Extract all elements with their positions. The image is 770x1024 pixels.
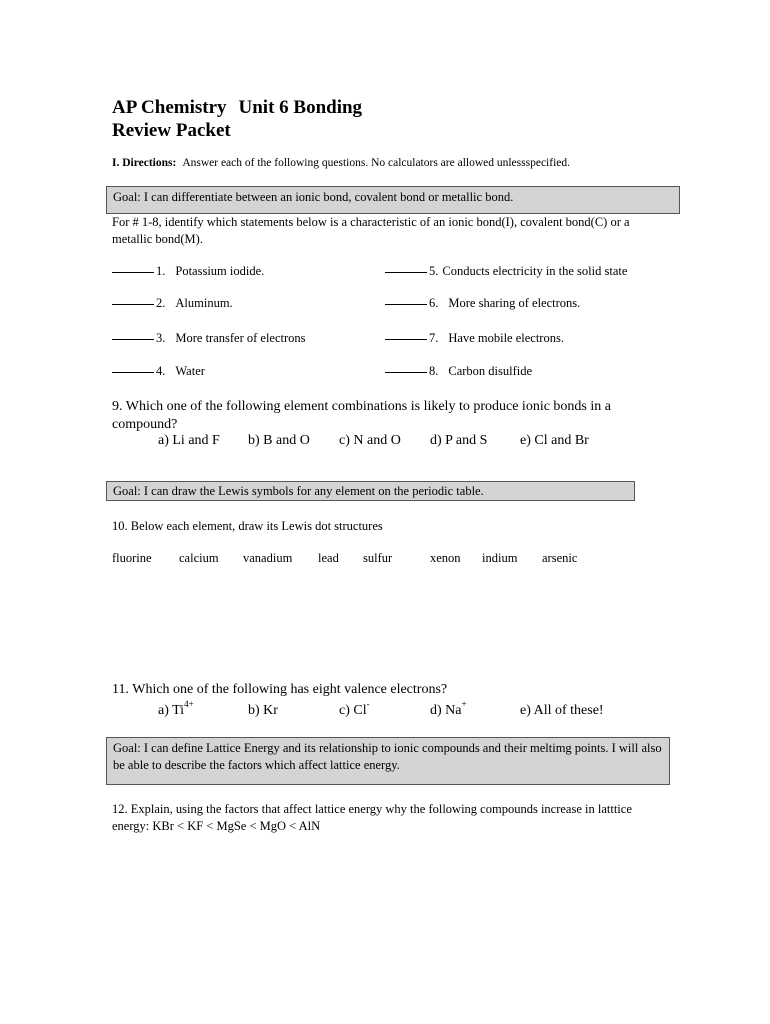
q11-choice-d: d) Na+ — [430, 699, 467, 718]
answer-blank-2[interactable] — [112, 304, 154, 305]
q11-choice-e: e) All of these! — [520, 703, 604, 718]
packet-subtitle: Review Packet — [112, 120, 231, 141]
element-vanadium: vanadium — [243, 551, 293, 565]
question-10: 10. Below each element, draw its Lewis dot structures — [112, 519, 383, 533]
directions — [112, 157, 570, 169]
section1-intro: For # 1-8, identify which statements below is a characteristic of an ionic bond(I), covalent bond(C) or a metallic bond(M). — [112, 215, 630, 246]
element-sulfur: sulfur — [363, 551, 393, 565]
question-9: 9. Which one of the following element combinations is likely to produce ionic bonds in a compound? — [112, 399, 611, 432]
question-item-1: 1. Potassium iodide. — [112, 264, 264, 279]
q11-choice-b: b) Kr — [248, 703, 278, 718]
answer-blank-7[interactable] — [385, 339, 427, 340]
answer-blank-4[interactable] — [112, 372, 154, 373]
element-indium: indium — [482, 551, 518, 565]
q9-choice-b: b) B and O — [248, 433, 310, 448]
question-item-8: 8. Carbon disulfide — [385, 364, 532, 379]
directions-text: Answer each of the following questions. No calculators are allowed unlessspecified. — [182, 157, 570, 169]
element-arsenic: arsenic — [542, 551, 578, 565]
element-xenon: xenon — [430, 551, 461, 565]
question-item-5: 5. Conducts electricity in the solid state — [385, 264, 627, 279]
question-item-6: 6. More sharing of electrons. — [385, 296, 580, 311]
element-lead: lead — [318, 551, 339, 565]
goal-box-lewis: Goal: I can draw the Lewis symbols for any element on the periodic table. — [106, 481, 635, 501]
question-item-4: 4. Water — [112, 364, 205, 379]
unit-name: Unit 6 Bonding — [238, 97, 363, 118]
question-12: 12. Explain, using the factors that affect lattice energy why the following compounds increase in latttice energy: KBr < KF < MgSe < MgO < AlN — [112, 802, 632, 833]
question-11: 11. Which one of the following has eight valence electrons? — [112, 682, 448, 697]
answer-blank-5[interactable] — [385, 272, 427, 273]
q11-choice-a: a) $Ti^{4+}$ — [158, 699, 194, 718]
q9-choice-a: a) Li and F — [158, 433, 220, 448]
answer-blank-8[interactable] — [385, 372, 427, 373]
q9-choice-c: c) N and O — [339, 433, 401, 448]
answer-blank-6[interactable] — [385, 304, 427, 305]
element-calcium: calcium — [179, 551, 219, 565]
answer-blank-1[interactable] — [112, 272, 154, 273]
question-item-2: 2. Aluminum. — [112, 296, 233, 311]
question-item-7: 7. Have mobile electrons. — [385, 331, 564, 346]
question-item-3: 3. More transfer of electrons — [112, 331, 306, 346]
q11-choice-c: c) Cl- — [339, 699, 370, 718]
goal-box-lattice-energy: Goal: I can define Lattice Energy and its relationship to ionic compounds and their meltimg points. I will also be able to describe the factors which affect lattice energy. — [106, 737, 670, 785]
directions-label: I. Directions: — [112, 157, 177, 169]
goal-box-bonding: Goal: I can differentiate between an ionic bond, covalent bond or metallic bond. — [106, 186, 680, 214]
course-name: AP Chemistry — [112, 97, 227, 118]
q9-choice-d: d) P and S — [430, 433, 488, 448]
page-title — [112, 96, 362, 142]
element-fluorine: fluorine — [112, 551, 152, 565]
answer-blank-3[interactable] — [112, 339, 154, 340]
q9-choice-e: e) Cl and Br — [520, 433, 589, 448]
